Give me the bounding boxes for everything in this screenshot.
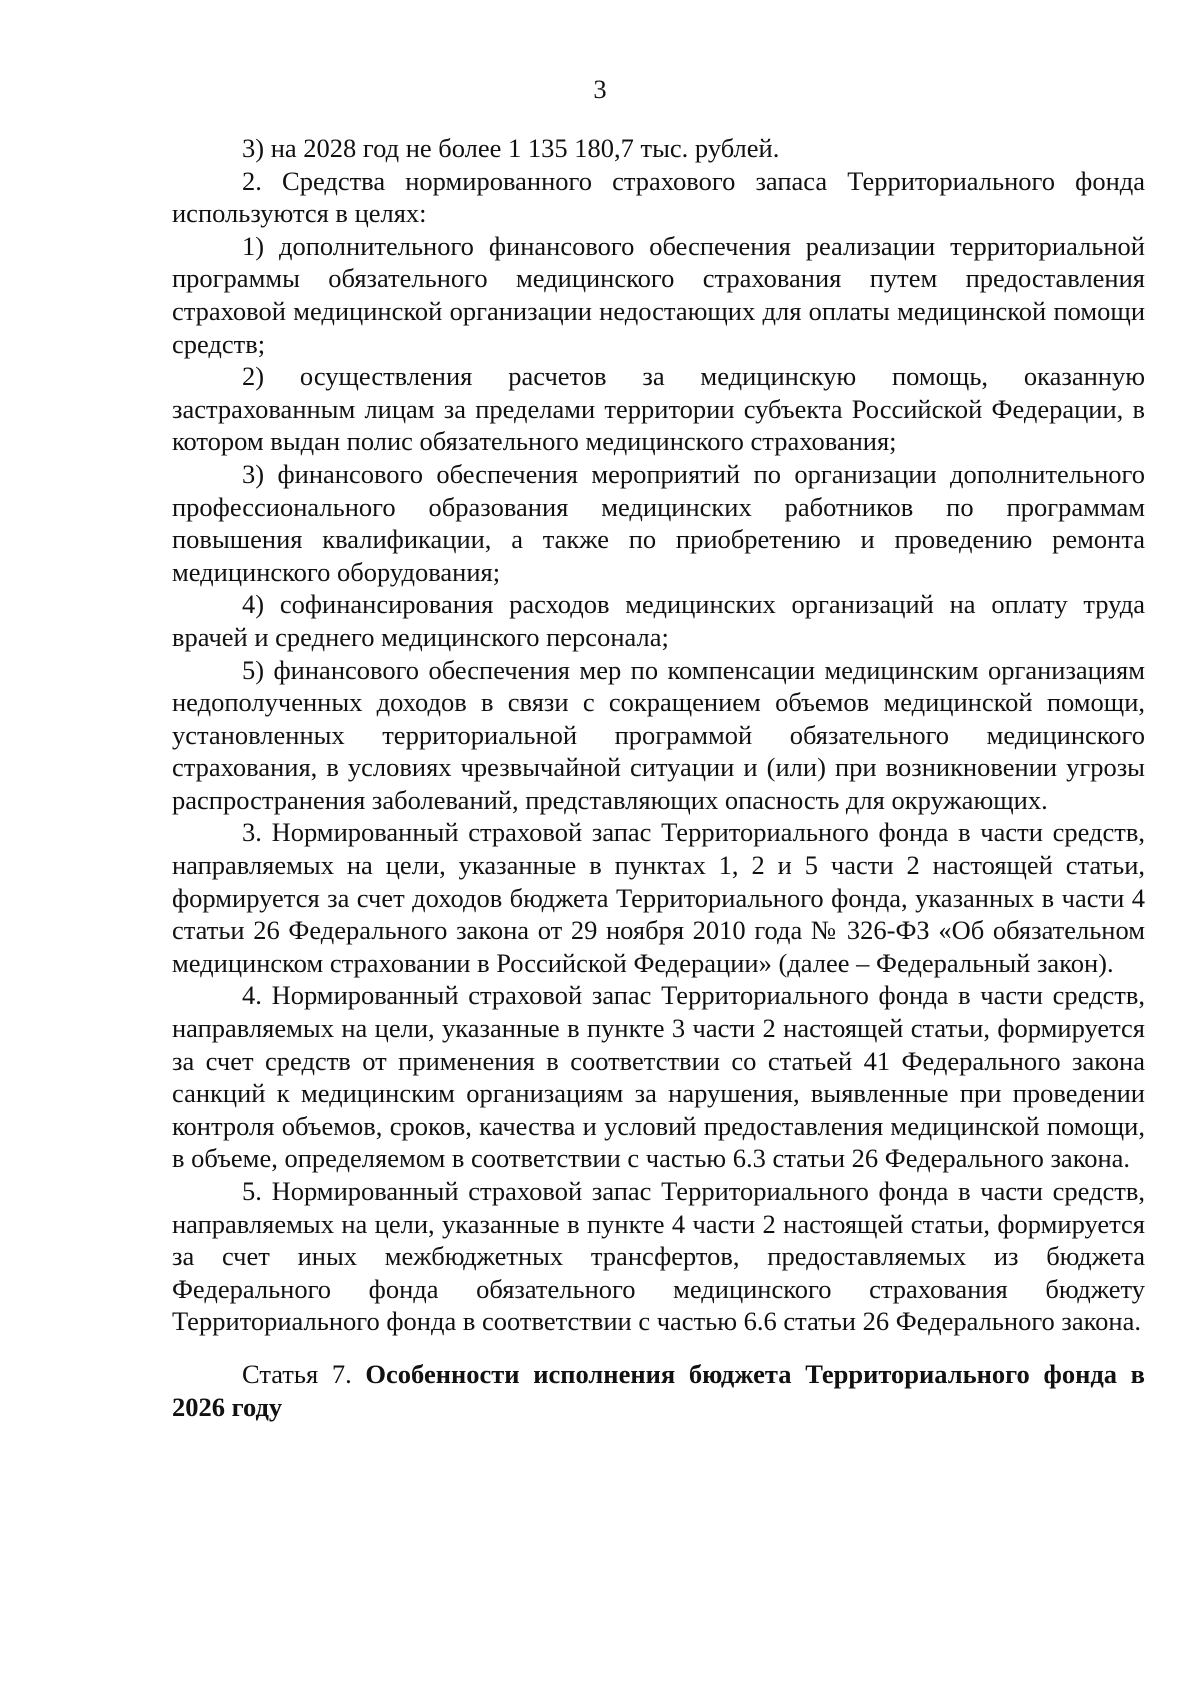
article-heading	[172, 1358, 1145, 1423]
article-label: Статья 7.	[242, 1358, 352, 1389]
paragraph-purpose-2: 2) осуществления расчетов за медицинскую помощь, оказанную застрахованным лицам за пределами территории субъекта Российской Федерации, в котором выдан полис обязательного медицинского страхования;	[172, 361, 1145, 457]
paragraph-part-5: 5. Нормированный страховой запас Территориального фонда в части средств, направляемых на цели, указанные в пункте 4 части 2 настоящей статьи, формируется за счет иных межбюджетных трансфертов, предоставляемых из бюджета Федерального фонда обязательного медицинского страхования бюджету Территориального фонда в соответствии с частью 6.6 статьи 26 Федерального закона.	[172, 1176, 1145, 1337]
paragraph-purpose-1: 1) дополнительного финансового обеспечения реализации территориальной программы обязательного медицинского страхования путем предоставления страховой медицинской организации недостающих для оплаты медицинской помощи средств;	[172, 230, 1145, 359]
paragraph-part-2: 2. Средства нормированного страхового запаса Территориального фонда используются в целях:	[172, 165, 1145, 229]
paragraph-part-3: 3. Нормированный страховой запас Территориального фонда в части средств, направляемых на цели, указанные в пунктах 1, 2 и 5 части 2 настоящей статьи, формируется за счет доходов бюджета Территориального фонда, указанных в части 4 статьи 26 Федерального закона от 29 ноября 2010 года № 326-ФЗ «Об обязательном медицинском страховании в Российской Федерации» (далее – Федеральный закон).	[172, 817, 1145, 978]
document-body	[172, 132, 1145, 1423]
article-title: Особенности исполнения бюджета Территориального фонда в 2026 году	[172, 1358, 1145, 1422]
paragraph-purpose-3: 3) финансового обеспечения мероприятий по организации дополнительного профессионального образования медицинских работников по программам повышения квалификации, а также по приобретению и проведению ремонта медицинского оборудования;	[172, 458, 1145, 587]
paragraph-purpose-4: 4) софинансирования расходов медицинских организаций на оплату труда врачей и среднего медицинского персонала;	[172, 589, 1145, 652]
page-number: 3	[593, 74, 607, 104]
paragraph-item-3-2028: 3) на 2028 год не более 1 135 180,7 тыс. рублей.	[242, 133, 780, 163]
paragraph-part-4: 4. Нормированный страховой запас Территориального фонда в части средств, направляемых на цели, указанные в пункте 3 части 2 настоящей статьи, формируется за счет средств от применения в соответствии со статьей 41 Федерального закона санкций к медицинским организациям за нарушения, выявленные при проведении контроля объемов, сроков, качества и условий предоставления медицинской помощи, в объеме, определяемом в соответствии с частью 6.3 статьи 26 Федерального закона.	[172, 980, 1145, 1174]
paragraph-purpose-5: 5) финансового обеспечения мер по компенсации медицинским организациям недополученных доходов в связи с сокращением объемов медицинской помощи, установленных территориальной программой обязательного медицинского страхования, в условиях чрезвычайной ситуации и (или) при возникновении угрозы распространения заболеваний, представляющих опасность для окружающих.	[172, 654, 1145, 815]
